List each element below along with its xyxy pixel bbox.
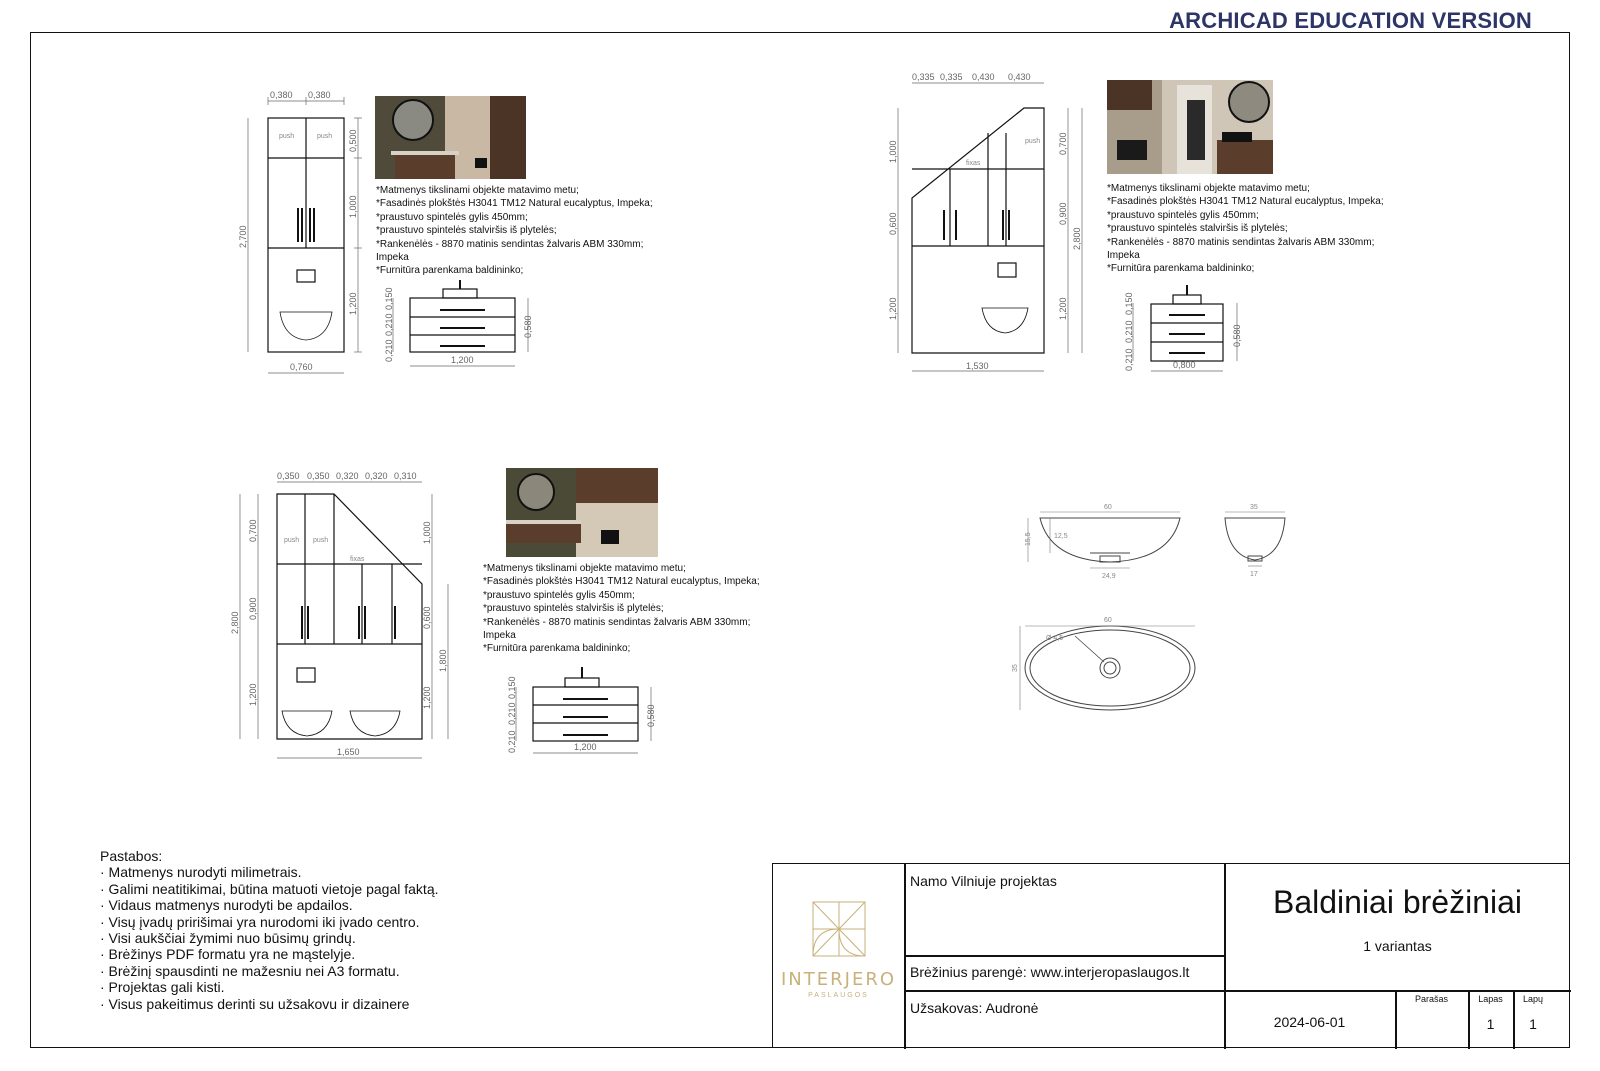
vanity-height: 0,580 (646, 704, 656, 727)
door-label: push (284, 537, 300, 544)
sheets-count: 1 (1529, 1016, 1537, 1032)
variant-label: 1 variantas (1363, 938, 1432, 954)
logo-emblem-icon (811, 900, 867, 958)
note-line: *praustuvo spintelės gylis 450mm; (376, 211, 528, 223)
cabinet-elevation-3 (230, 471, 472, 764)
vanity-elevation-1 (385, 280, 535, 370)
note-line: *praustuvo spintelės stalviršis iš plytelės; (1107, 223, 1288, 235)
remark-item: · Visus pakeitimus derinti su užsakovu ir dizainere (100, 995, 410, 1012)
company-logo (773, 864, 904, 1049)
signature-label: Parašas (1414, 994, 1449, 1004)
dim-right: 1,000 (422, 521, 432, 544)
cabinet-elevation-1 (238, 90, 358, 380)
dim-height: 2,700 (238, 225, 248, 248)
door-label: push (279, 133, 295, 140)
dim-left: 1,200 (248, 683, 258, 706)
archicad-watermark: ARCHICAD EDUCATION VERSION (1169, 8, 1532, 33)
note-line: *praustuvo spintelės gylis 450mm; (1107, 209, 1259, 221)
dim-right: 1,200 (1058, 297, 1068, 320)
dim-top-2: 0,380 (308, 90, 331, 100)
dim-left: 0,900 (248, 597, 258, 620)
note-line: *Rankenėlės - 8870 matinis sendintas žalvaris ABM 330mm; (376, 238, 644, 250)
dim-left: 0,600 (888, 212, 898, 235)
note-line: *Rankenėlės - 8870 matinis sendintas žalvaris ABM 330mm; (483, 616, 751, 628)
basin-dim: 60 (1104, 504, 1112, 511)
remark-item: · Visi aukščiai žymimi nuo būsimų grindų. (100, 930, 356, 947)
basin-spec-drawing (1012, 468, 1320, 738)
basin-dim: 60 (1104, 617, 1112, 624)
notes-block-1 (376, 184, 653, 278)
dim-height: 2,800 (230, 611, 240, 634)
remark-item: · Brėžinį spausdinti ne mažesniu nei A3 formatu. (100, 962, 400, 979)
vanity-dim: 0,210 (1124, 348, 1134, 371)
note-line: *praustuvo spintelės stalviršis iš plytelės; (483, 603, 664, 615)
note-line: *Furnitūra parenkama baldininko; (1107, 263, 1255, 275)
dim-left: 1,000 (888, 140, 898, 163)
door-label: fixas (966, 160, 981, 167)
dim-top: 0,335 (940, 72, 963, 82)
render-photo-2 (1107, 80, 1273, 174)
basin-dim: 17 (1250, 571, 1258, 578)
remarks-title: Pastabos: (100, 848, 163, 864)
basin-dim: 15,5 (1025, 532, 1032, 546)
note-line: *Rankenėlės - 8870 matinis sendintas žalvaris ABM 330mm; (1107, 236, 1375, 248)
note-line: *Fasadinės plokštės H3041 TM12 Natural eucalyptus, Impeka; (376, 198, 653, 210)
logo-text: INTERJERO (780, 969, 896, 990)
note-line: Impeka (1107, 250, 1140, 262)
basin-dim: 24,9 (1102, 573, 1116, 580)
dim-top: 0,320 (365, 471, 388, 481)
vanity-elevation-2 (1125, 285, 1245, 375)
dim-width: 1,530 (966, 361, 989, 371)
vanity-dim: 0,150 (507, 676, 517, 699)
vanity-dim: 0,150 (1124, 292, 1134, 315)
remark-item: · Visų įvadų pririšimai yra nurodomi iki įvado centro. (100, 913, 420, 930)
drawing-title: Baldiniai brėžiniai (1272, 884, 1523, 920)
note-line: *Matmenys tikslinami objekte matavimo metu; (376, 185, 579, 196)
notes-block-3 (483, 562, 760, 656)
sheet-number: 1 (1486, 1016, 1495, 1032)
remarks-block (100, 848, 439, 1012)
basin-dim: Ø 4,5 (1046, 635, 1064, 642)
door-label: push (1025, 138, 1041, 145)
note-line: *Matmenys tikslinami objekte matavimo metu; (1107, 183, 1310, 194)
project-name: Namo Vilniuje projektas (910, 873, 1057, 889)
remark-item: · Matmenys nurodyti milimetrais. (100, 864, 302, 881)
render-photo-1 (375, 96, 526, 179)
note-line: Impeka (376, 252, 409, 264)
dim-left: 1,200 (888, 297, 898, 320)
dim-top: 0,430 (972, 72, 995, 82)
vanity-dim: 0,210 (507, 730, 517, 753)
dim-right-3: 1,200 (348, 292, 358, 315)
vanity-dim: 0,210 (1124, 320, 1134, 343)
dim-right-1: 0,500 (348, 129, 358, 152)
vanity-dim: 0,210 (384, 339, 394, 362)
render-photo-3 (506, 468, 658, 557)
door-label: fixas (350, 556, 365, 563)
vanity-dim: 0,150 (384, 287, 394, 310)
dim-top: 0,320 (336, 471, 359, 481)
dim-right-total: 1,800 (438, 649, 448, 672)
notes-block-2 (1107, 182, 1384, 276)
sheet-label: Lapas (1478, 994, 1503, 1004)
issue-date: 2024-06-01 (1273, 1014, 1346, 1030)
vanity-height: 0,580 (523, 315, 533, 338)
basin-dim: 12,5 (1054, 533, 1068, 540)
dim-top: 0,335 (912, 72, 935, 82)
note-line: Impeka (483, 630, 516, 642)
dim-top: 0,430 (1008, 72, 1031, 82)
dim-right: 0,900 (1058, 202, 1068, 225)
note-line: *Fasadinės plokštės H3041 TM12 Natural eucalyptus, Impeka; (483, 576, 760, 588)
sheets-label: Lapų (1522, 994, 1544, 1004)
dim-right: 1,200 (422, 686, 432, 709)
dim-left: 0,700 (248, 519, 258, 542)
remark-item: · Galimi neatitikimai, būtina matuoti vietoje pagal faktą. (100, 880, 439, 897)
basin-dim: 35 (1012, 664, 1019, 672)
dim-top: 0,350 (277, 471, 300, 481)
note-line: *Furnitūra parenkama baldininko; (483, 643, 631, 655)
vanity-height: 0,580 (1232, 324, 1242, 347)
basin-dim: 35 (1250, 504, 1258, 511)
dim-top: 0,350 (307, 471, 330, 481)
dim-right-2: 1,000 (348, 195, 358, 218)
remark-item: · Vidaus matmenys nurodyti be apdailos. (100, 897, 353, 914)
vanity-elevation-3 (508, 665, 658, 757)
vanity-dim: 0,210 (507, 702, 517, 725)
dim-width: 0,760 (290, 362, 313, 372)
door-label: push (317, 133, 333, 140)
client-name: Užsakovas: Audronė (910, 1000, 1039, 1016)
remark-item: · Projektas gali kisti. (100, 979, 225, 996)
vanity-dim: 0,210 (384, 313, 394, 336)
title-block (772, 863, 1570, 1048)
vanity-width: 1,200 (574, 742, 597, 752)
dim-right: 0,700 (1058, 132, 1068, 155)
cabinet-elevation-2 (888, 72, 1090, 375)
dim-top-1: 0,380 (270, 90, 293, 100)
note-line: *Furnitūra parenkama baldininko; (376, 265, 524, 277)
dim-right: 0,600 (422, 606, 432, 629)
note-line: *praustuvo spintelės gylis 450mm; (483, 589, 635, 601)
vanity-width: 0,800 (1173, 360, 1196, 370)
prepared-by: Brėžinius parengė: www.interjeropaslaugos.lt (910, 964, 1190, 980)
vanity-width: 1,200 (451, 355, 474, 365)
dim-top: 0,310 (394, 471, 417, 481)
note-line: *Fasadinės plokštės H3041 TM12 Natural eucalyptus, Impeka; (1107, 196, 1384, 208)
dim-height: 2,800 (1072, 227, 1082, 250)
note-line: *Matmenys tikslinami objekte matavimo metu; (483, 563, 686, 574)
note-line: *praustuvo spintelės stalviršis iš plytelės; (376, 225, 557, 237)
remark-item: · Brėžinys PDF formatu yra ne mąstelyje. (100, 946, 356, 963)
logo-subtext: PASLAUGOS (808, 992, 869, 999)
door-label: push (313, 537, 329, 544)
dim-width: 1,650 (337, 747, 360, 757)
